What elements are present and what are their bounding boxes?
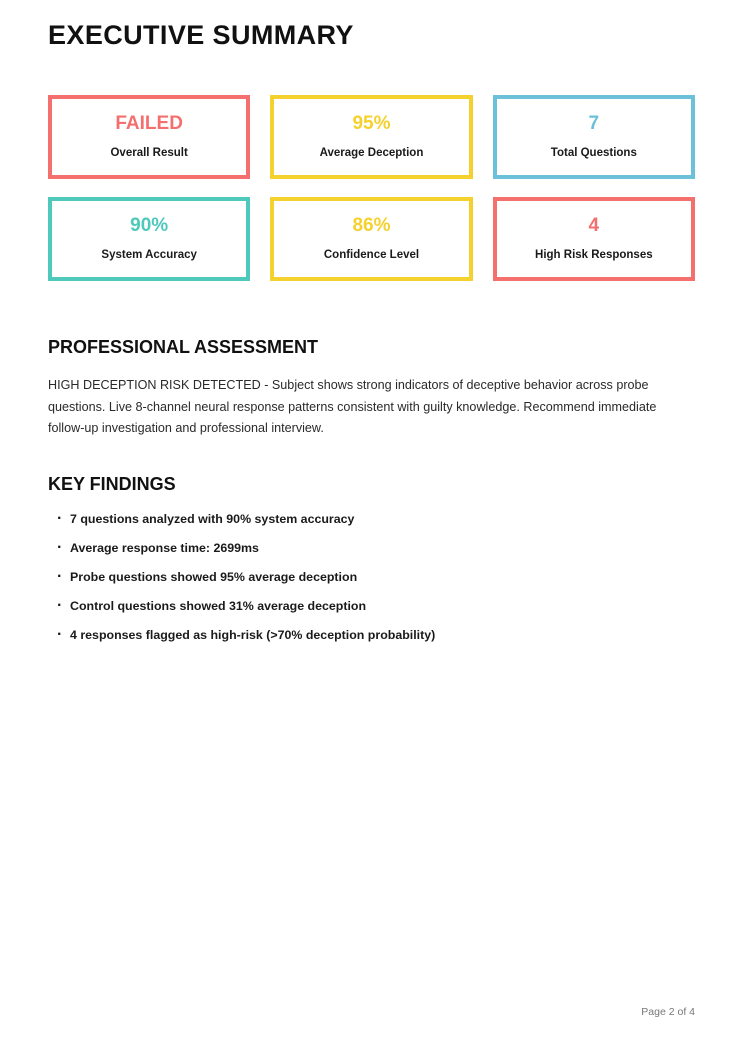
key-findings-section <box>48 474 695 644</box>
metric-value: 4 <box>588 214 600 236</box>
metric-value: 95% <box>352 112 391 134</box>
list-item: · 4 responses flagged as high-risk (>70% deception probability) <box>48 627 695 643</box>
metric-card <box>48 95 250 179</box>
metric-label: System Accuracy <box>101 248 197 261</box>
page-title: EXECUTIVE SUMMARY <box>48 20 354 50</box>
metric-value: 7 <box>588 112 600 134</box>
list-item: · Average response time: 2699ms <box>48 540 695 556</box>
page-number: Page 2 of 4 <box>641 1006 695 1018</box>
metric-value: 90% <box>130 214 169 236</box>
list-item: · 7 questions analyzed with 90% system accuracy <box>48 511 695 527</box>
metric-card-grid <box>48 95 695 281</box>
metric-label: Average Deception <box>319 146 424 159</box>
metric-card <box>493 197 695 281</box>
metric-label: Confidence Level <box>323 248 420 261</box>
assessment-body: HIGH DECEPTION RISK DETECTED - Subject shows strong indicators of deceptive behavior across probe questions. Live 8-channel neural response patterns consistent with guilty knowledge. Recommend immediate follow-up investigation and professional interview. <box>48 378 657 436</box>
metric-value: 86% <box>352 214 391 236</box>
list-item: · Probe questions showed 95% average deception <box>48 569 695 585</box>
metric-label: High Risk Responses <box>535 248 653 261</box>
professional-assessment-section <box>48 337 695 440</box>
list-item: · Control questions showed 31% average deception <box>48 598 695 614</box>
metric-card <box>48 197 250 281</box>
metric-value: FAILED <box>115 112 183 134</box>
metric-card <box>493 95 695 179</box>
assessment-heading: PROFESSIONAL ASSESSMENT <box>48 337 319 357</box>
metric-card <box>270 197 472 281</box>
metric-label: Overall Result <box>110 146 188 159</box>
metric-card <box>270 95 472 179</box>
metric-label: Total Questions <box>550 146 637 159</box>
findings-list <box>48 511 695 644</box>
findings-heading: KEY FINDINGS <box>48 473 176 494</box>
